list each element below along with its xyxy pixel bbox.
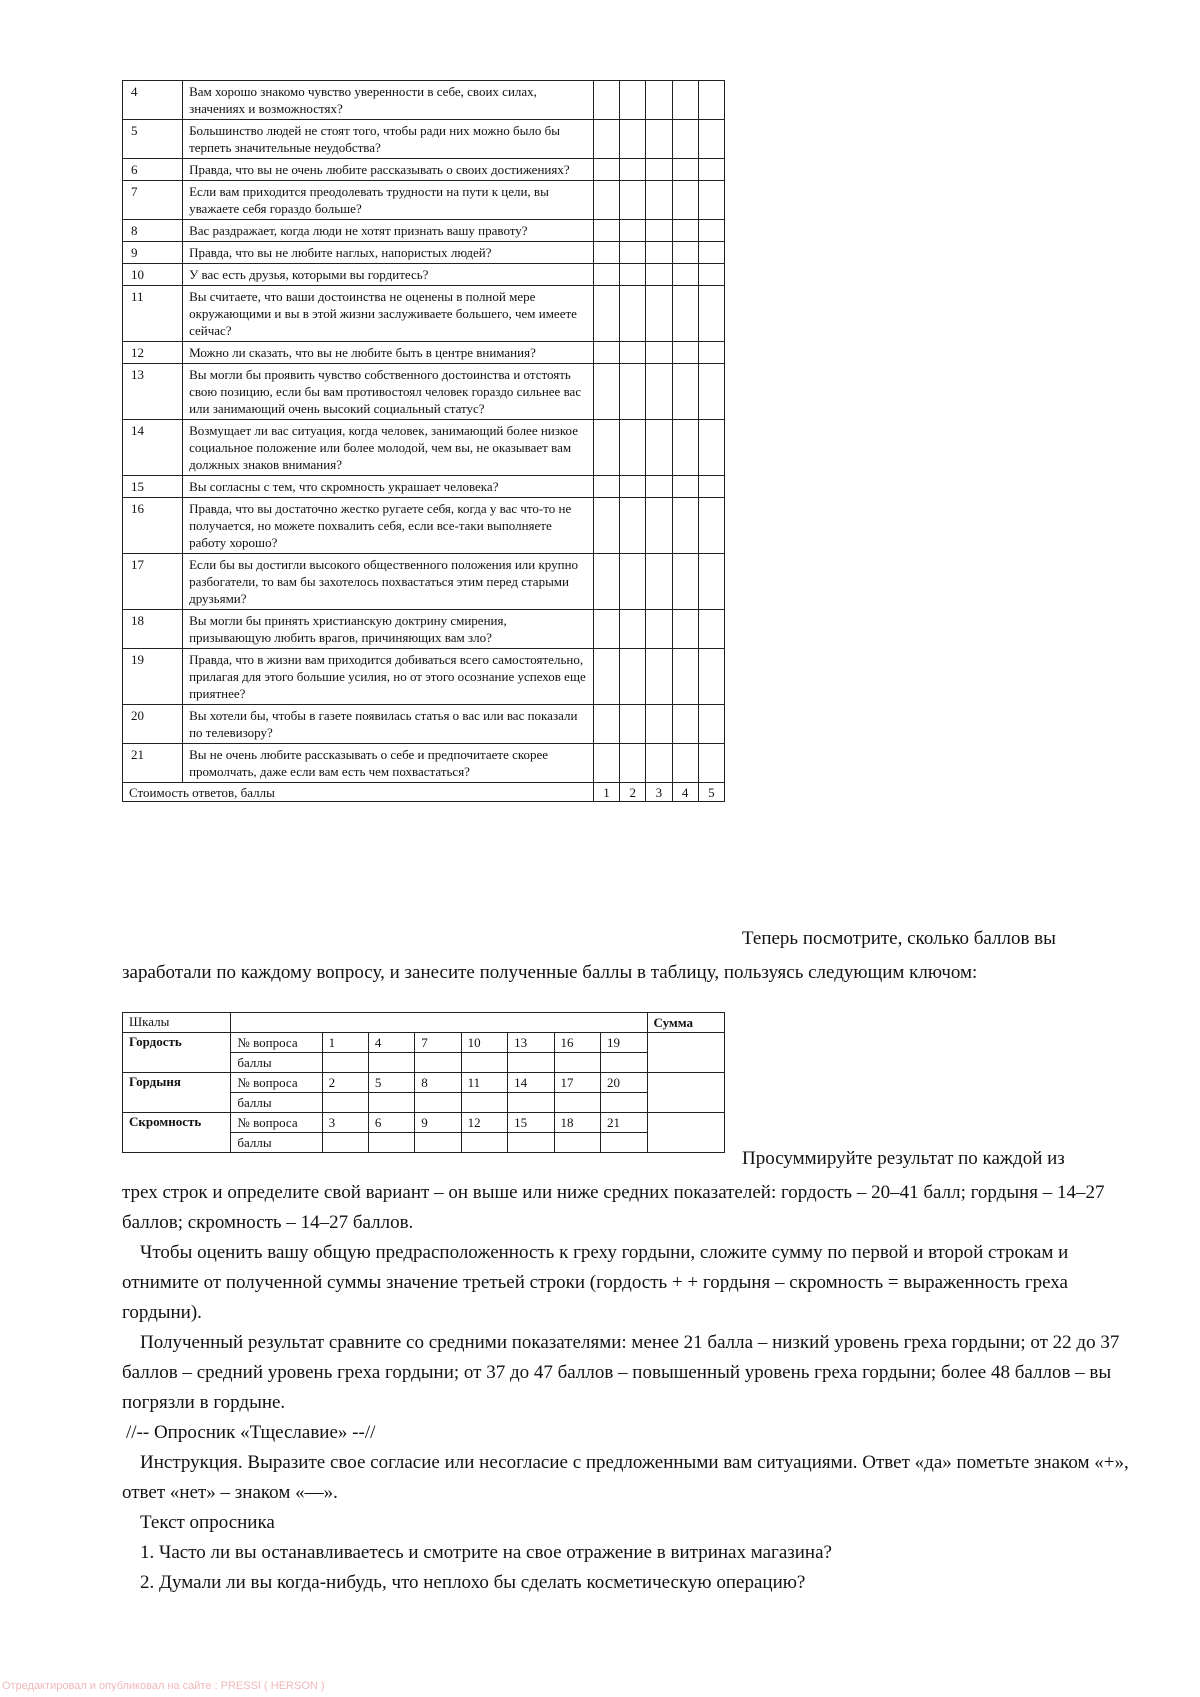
question-row <box>123 420 725 476</box>
key-points-cell[interactable] <box>508 1093 554 1113</box>
question-row <box>123 120 725 159</box>
answer-cell[interactable] <box>620 342 646 364</box>
answer-cell[interactable] <box>620 120 646 159</box>
key-scale-name: Гордыня <box>123 1073 231 1113</box>
question-text: Возмущает ли вас ситуация, когда человек, занимающий более низкое социальное положение или более молодой, чем вы, не оказывает вам должных знаков внимания? <box>183 420 594 476</box>
answer-cell[interactable] <box>672 705 698 744</box>
answer-cell[interactable] <box>672 649 698 705</box>
question-text: Правда, что вы достаточно жестко ругаете себя, когда у вас что-то не получается, но можете похвалить себя, если все-таки выполняете работу хорошо? <box>183 498 594 554</box>
answer-cell[interactable] <box>646 81 672 120</box>
answer-cell[interactable] <box>646 649 672 705</box>
key-table-body <box>123 1033 725 1153</box>
answer-cell[interactable] <box>620 610 646 649</box>
key-sum-cell[interactable] <box>647 1113 724 1153</box>
questionnaire-table <box>122 80 725 802</box>
key-question-number: 14 <box>508 1073 554 1093</box>
question-row <box>123 744 725 783</box>
question-row <box>123 649 725 705</box>
key-question-number: 5 <box>368 1073 414 1093</box>
answer-cost-row <box>123 783 725 802</box>
answer-cell[interactable] <box>593 610 619 649</box>
question-number: 14 <box>123 420 183 476</box>
key-points-label: баллы <box>231 1133 322 1153</box>
answer-cell[interactable] <box>620 420 646 476</box>
answer-cell[interactable] <box>646 610 672 649</box>
key-row-questions <box>123 1033 725 1053</box>
key-row-questions <box>123 1113 725 1133</box>
key-question-label: № вопроса <box>231 1113 322 1133</box>
key-header-scales: Шкалы <box>123 1013 231 1033</box>
question-row <box>123 342 725 364</box>
answer-cell[interactable] <box>620 181 646 220</box>
answer-cell[interactable] <box>672 286 698 342</box>
answer-cell[interactable] <box>646 342 672 364</box>
key-points-cell[interactable] <box>554 1053 600 1073</box>
question-number: 5 <box>123 120 183 159</box>
question-row <box>123 220 725 242</box>
answer-cell[interactable] <box>672 181 698 220</box>
answer-cell[interactable] <box>672 364 698 420</box>
answer-cell[interactable] <box>646 286 672 342</box>
question-number: 20 <box>123 705 183 744</box>
answer-cell[interactable] <box>698 120 724 159</box>
answer-cell[interactable] <box>672 81 698 120</box>
answer-cell[interactable] <box>698 610 724 649</box>
answer-cell[interactable] <box>646 242 672 264</box>
key-points-cell[interactable] <box>322 1053 368 1073</box>
question-item-2: 2. Думали ли вы когда-нибудь, что неплохо бы сделать косметическую операцию? <box>140 1572 806 1593</box>
answer-cell[interactable] <box>698 744 724 783</box>
key-header-spacer <box>231 1013 647 1033</box>
key-points-cell[interactable] <box>554 1093 600 1113</box>
key-points-cell[interactable] <box>415 1093 461 1113</box>
answer-cell[interactable] <box>593 554 619 610</box>
answer-cell[interactable] <box>593 476 619 498</box>
key-question-number: 6 <box>368 1113 414 1133</box>
key-question-number: 21 <box>601 1113 647 1133</box>
key-points-cell[interactable] <box>461 1093 507 1113</box>
key-question-number: 13 <box>508 1033 554 1053</box>
question-text: Правда, что вы не любите наглых, напористых людей? <box>183 242 594 264</box>
question-row <box>123 705 725 744</box>
answer-cell[interactable] <box>620 364 646 420</box>
answer-cell[interactable] <box>646 120 672 159</box>
answer-cell[interactable] <box>698 476 724 498</box>
answer-cell[interactable] <box>698 364 724 420</box>
key-question-number: 7 <box>415 1033 461 1053</box>
answer-cell[interactable] <box>593 364 619 420</box>
key-row-questions <box>123 1073 725 1093</box>
question-text: Вы считаете, что ваши достоинства не оценены в полной мере окружающими и вы в этой жизни заслуживаете большего, чем имеете сейчас? <box>183 286 594 342</box>
answer-cell[interactable] <box>593 498 619 554</box>
answer-cell[interactable] <box>698 81 724 120</box>
answer-cell[interactable] <box>698 264 724 286</box>
key-table-header <box>123 1013 725 1033</box>
answer-cell[interactable] <box>698 705 724 744</box>
key-points-cell[interactable] <box>601 1093 647 1113</box>
answer-cell[interactable] <box>593 81 619 120</box>
answer-cell[interactable] <box>593 242 619 264</box>
key-question-number: 8 <box>415 1073 461 1093</box>
key-points-cell[interactable] <box>368 1053 414 1073</box>
question-row <box>123 476 725 498</box>
answer-cell[interactable] <box>672 420 698 476</box>
key-question-number: 4 <box>368 1033 414 1053</box>
answer-cell[interactable] <box>698 498 724 554</box>
answer-cell[interactable] <box>698 181 724 220</box>
answer-cost-5: 5 <box>698 783 724 802</box>
answer-cell[interactable] <box>646 744 672 783</box>
answer-cell[interactable] <box>620 264 646 286</box>
answer-cell[interactable] <box>672 220 698 242</box>
question-text: Вам хорошо знакомо чувство уверенности в себе, своих силах, значениях и возможностях? <box>183 81 594 120</box>
question-number: 6 <box>123 159 183 181</box>
question-text: Вы могли бы принять христианскую доктрину смирения, призывающую любить врагов, причиняющих вам зло? <box>183 610 594 649</box>
answer-cell[interactable] <box>646 181 672 220</box>
answer-cell[interactable] <box>593 420 619 476</box>
answer-cell[interactable] <box>593 181 619 220</box>
question-number: 15 <box>123 476 183 498</box>
paragraph-4: Полученный результат сравните со средними показателями: менее 21 балла – низкий уровень греха гордыни; от 22 до 37 баллов – средний уровень греха гордыни; от 37 до 47 баллов – повышенный уровень греха гордыни; более 48 баллов – вы погрязли в гордыне. <box>122 1332 1120 1413</box>
key-points-cell[interactable] <box>461 1053 507 1073</box>
answer-cell[interactable] <box>646 498 672 554</box>
question-text: Правда, что в жизни вам приходится добиваться всего самостоятельно, прилагая для этого большие усилия, но от этого осознание успехов еще приятнее? <box>183 649 594 705</box>
key-points-cell[interactable] <box>415 1133 461 1153</box>
answer-cell[interactable] <box>646 159 672 181</box>
question-row <box>123 554 725 610</box>
key-question-number: 9 <box>415 1113 461 1133</box>
key-header-sum: Сумма <box>647 1013 724 1033</box>
answer-cell[interactable] <box>698 554 724 610</box>
answer-cell[interactable] <box>698 342 724 364</box>
answer-cell[interactable] <box>646 264 672 286</box>
key-points-cell[interactable] <box>601 1133 647 1153</box>
question-row <box>123 610 725 649</box>
answer-cell[interactable] <box>620 242 646 264</box>
key-points-cell[interactable] <box>415 1053 461 1073</box>
question-number: 13 <box>123 364 183 420</box>
key-points-cell[interactable] <box>322 1093 368 1113</box>
answer-cell[interactable] <box>620 220 646 242</box>
key-question-number: 3 <box>322 1113 368 1133</box>
key-points-cell[interactable] <box>601 1053 647 1073</box>
key-scale-name: Скромность <box>123 1113 231 1153</box>
key-points-cell[interactable] <box>554 1133 600 1153</box>
answer-cell[interactable] <box>593 744 619 783</box>
paragraph-1-start: Теперь посмотрите, сколько баллов вы <box>742 928 1056 949</box>
section-title: //-- Опросник «Тщеславие» --// <box>126 1422 376 1443</box>
answer-cell[interactable] <box>646 554 672 610</box>
question-row <box>123 81 725 120</box>
answer-cell[interactable] <box>672 159 698 181</box>
question-number: 10 <box>123 264 183 286</box>
question-number: 18 <box>123 610 183 649</box>
text-heading: Текст опросника <box>140 1512 275 1533</box>
key-sum-cell[interactable] <box>647 1073 724 1113</box>
key-question-number: 17 <box>554 1073 600 1093</box>
answer-cell[interactable] <box>646 476 672 498</box>
key-points-cell[interactable] <box>322 1133 368 1153</box>
answer-cell[interactable] <box>593 120 619 159</box>
answer-cell[interactable] <box>698 220 724 242</box>
question-text: Вы не очень любите рассказывать о себе и предпочитаете скорее промолчать, даже если вам есть чем похвастаться? <box>183 744 594 783</box>
key-question-label: № вопроса <box>231 1033 322 1053</box>
answer-cost-label: Стоимость ответов, баллы <box>123 783 594 802</box>
answer-cell[interactable] <box>698 286 724 342</box>
key-question-number: 16 <box>554 1033 600 1053</box>
question-number: 12 <box>123 342 183 364</box>
key-question-number: 19 <box>601 1033 647 1053</box>
question-number: 9 <box>123 242 183 264</box>
key-question-number: 2 <box>322 1073 368 1093</box>
paragraph-1-rest: заработали по каждому вопросу, и занесите полученные баллы в таблицу, пользуясь следующим ключом: <box>122 962 978 983</box>
answer-cell[interactable] <box>620 705 646 744</box>
answer-cost-4: 4 <box>672 783 698 802</box>
answer-cell[interactable] <box>593 342 619 364</box>
answer-cell[interactable] <box>593 705 619 744</box>
question-text: Большинство людей не стоят того, чтобы ради них можно было бы терпеть значительные неудобства? <box>183 120 594 159</box>
answer-cell[interactable] <box>698 420 724 476</box>
answer-cell[interactable] <box>620 81 646 120</box>
answer-cost-2: 2 <box>620 783 646 802</box>
answer-cell[interactable] <box>593 649 619 705</box>
question-text: У вас есть друзья, которыми вы гордитесь? <box>183 264 594 286</box>
key-points-cell[interactable] <box>368 1133 414 1153</box>
answer-cell[interactable] <box>672 120 698 159</box>
question-text: Вы хотели бы, чтобы в газете появилась статья о вас или вас показали по телевизору? <box>183 705 594 744</box>
key-points-label: баллы <box>231 1053 322 1073</box>
question-number: 11 <box>123 286 183 342</box>
answer-cell[interactable] <box>672 610 698 649</box>
key-scale-name: Гордость <box>123 1033 231 1073</box>
answer-cell[interactable] <box>620 554 646 610</box>
answer-cell[interactable] <box>672 476 698 498</box>
key-points-cell[interactable] <box>368 1093 414 1113</box>
question-number: 19 <box>123 649 183 705</box>
answer-cell[interactable] <box>593 220 619 242</box>
question-number: 8 <box>123 220 183 242</box>
question-row <box>123 498 725 554</box>
answer-cell[interactable] <box>620 286 646 342</box>
key-points-label: баллы <box>231 1093 322 1113</box>
answer-cell[interactable] <box>620 744 646 783</box>
answer-cell[interactable] <box>672 744 698 783</box>
answer-cell[interactable] <box>672 242 698 264</box>
key-question-number: 11 <box>461 1073 507 1093</box>
answer-cell[interactable] <box>698 242 724 264</box>
key-question-number: 10 <box>461 1033 507 1053</box>
key-table <box>122 1012 725 1153</box>
answer-cost-1: 1 <box>593 783 619 802</box>
instruction: Инструкция. Выразите свое согласие или несогласие с предложенными вам ситуациями. Ответ «да» пометьте знаком «+», ответ «нет» – знаком «—». <box>122 1452 1129 1503</box>
paragraph-3: Чтобы оценить вашу общую предрасположенность к греху гордыни, сложите сумму по первой и второй строкам и отнимите от полученной суммы значение третьей строки (гордость + + гордыня – скромность = выраженность греха гордыни). <box>122 1242 1069 1323</box>
question-row <box>123 242 725 264</box>
question-text: Вас раздражает, когда люди не хотят признать вашу правоту? <box>183 220 594 242</box>
answer-cell[interactable] <box>672 342 698 364</box>
question-text: Если бы вы достигли высокого общественного положения или крупно разбогатели, то вам бы захотелось похвастаться этим перед старыми друзьями? <box>183 554 594 610</box>
answer-cell[interactable] <box>620 498 646 554</box>
answer-cell[interactable] <box>672 264 698 286</box>
key-points-cell[interactable] <box>508 1053 554 1073</box>
question-number: 7 <box>123 181 183 220</box>
question-number: 21 <box>123 744 183 783</box>
key-points-cell[interactable] <box>461 1133 507 1153</box>
answer-cell[interactable] <box>698 649 724 705</box>
answer-cell[interactable] <box>646 705 672 744</box>
answer-cell[interactable] <box>646 220 672 242</box>
answer-cell[interactable] <box>646 420 672 476</box>
questionnaire-table-body <box>123 81 725 783</box>
answer-cell[interactable] <box>593 264 619 286</box>
question-row <box>123 181 725 220</box>
key-points-cell[interactable] <box>508 1133 554 1153</box>
key-question-label: № вопроса <box>231 1073 322 1093</box>
key-question-number: 20 <box>601 1073 647 1093</box>
question-row <box>123 159 725 181</box>
key-question-number: 12 <box>461 1113 507 1133</box>
question-number: 17 <box>123 554 183 610</box>
question-text: Правда, что вы не очень любите рассказывать о своих достижениях? <box>183 159 594 181</box>
answer-cell[interactable] <box>698 159 724 181</box>
answer-cell[interactable] <box>593 286 619 342</box>
question-text: Вы могли бы проявить чувство собственного достоинства и отстоять свою позицию, если бы вам противостоял человек гораздо сильнее вас или занимающий очень высокий социальный статус? <box>183 364 594 420</box>
question-row <box>123 264 725 286</box>
question-text: Вы согласны с тем, что скромность украшает человека? <box>183 476 594 498</box>
key-question-number: 1 <box>322 1033 368 1053</box>
question-row <box>123 286 725 342</box>
answer-cell[interactable] <box>646 364 672 420</box>
answer-cell[interactable] <box>620 649 646 705</box>
question-number: 16 <box>123 498 183 554</box>
answer-cell[interactable] <box>672 554 698 610</box>
question-text: Если вам приходится преодолевать трудности на пути к цели, вы уважаете себя гораздо больше? <box>183 181 594 220</box>
key-question-number: 15 <box>508 1113 554 1133</box>
answer-cell[interactable] <box>672 498 698 554</box>
question-item-1: 1. Часто ли вы останавливаетесь и смотрите на свое отражение в витринах магазина? <box>140 1542 832 1563</box>
question-number: 4 <box>123 81 183 120</box>
answer-cell[interactable] <box>620 159 646 181</box>
answer-cell[interactable] <box>620 476 646 498</box>
key-sum-cell[interactable] <box>647 1033 724 1073</box>
question-row <box>123 364 725 420</box>
paragraph-2-start: Просуммируйте результат по каждой из <box>742 1148 1065 1169</box>
answer-cost-3: 3 <box>646 783 672 802</box>
question-text: Можно ли сказать, что вы не любите быть в центре внимания? <box>183 342 594 364</box>
key-question-number: 18 <box>554 1113 600 1133</box>
watermark-text: Отредактировал и опубликовал на сайте : PRESSI ( HERSON ) <box>2 1680 325 1692</box>
paragraph-2-rest: трех строк и определите свой вариант – он выше или ниже средних показателей: гордость – 20–41 балл; гордыня – 14–27 баллов; скромность – 14–27 баллов. <box>122 1182 1105 1233</box>
answer-cell[interactable] <box>593 159 619 181</box>
